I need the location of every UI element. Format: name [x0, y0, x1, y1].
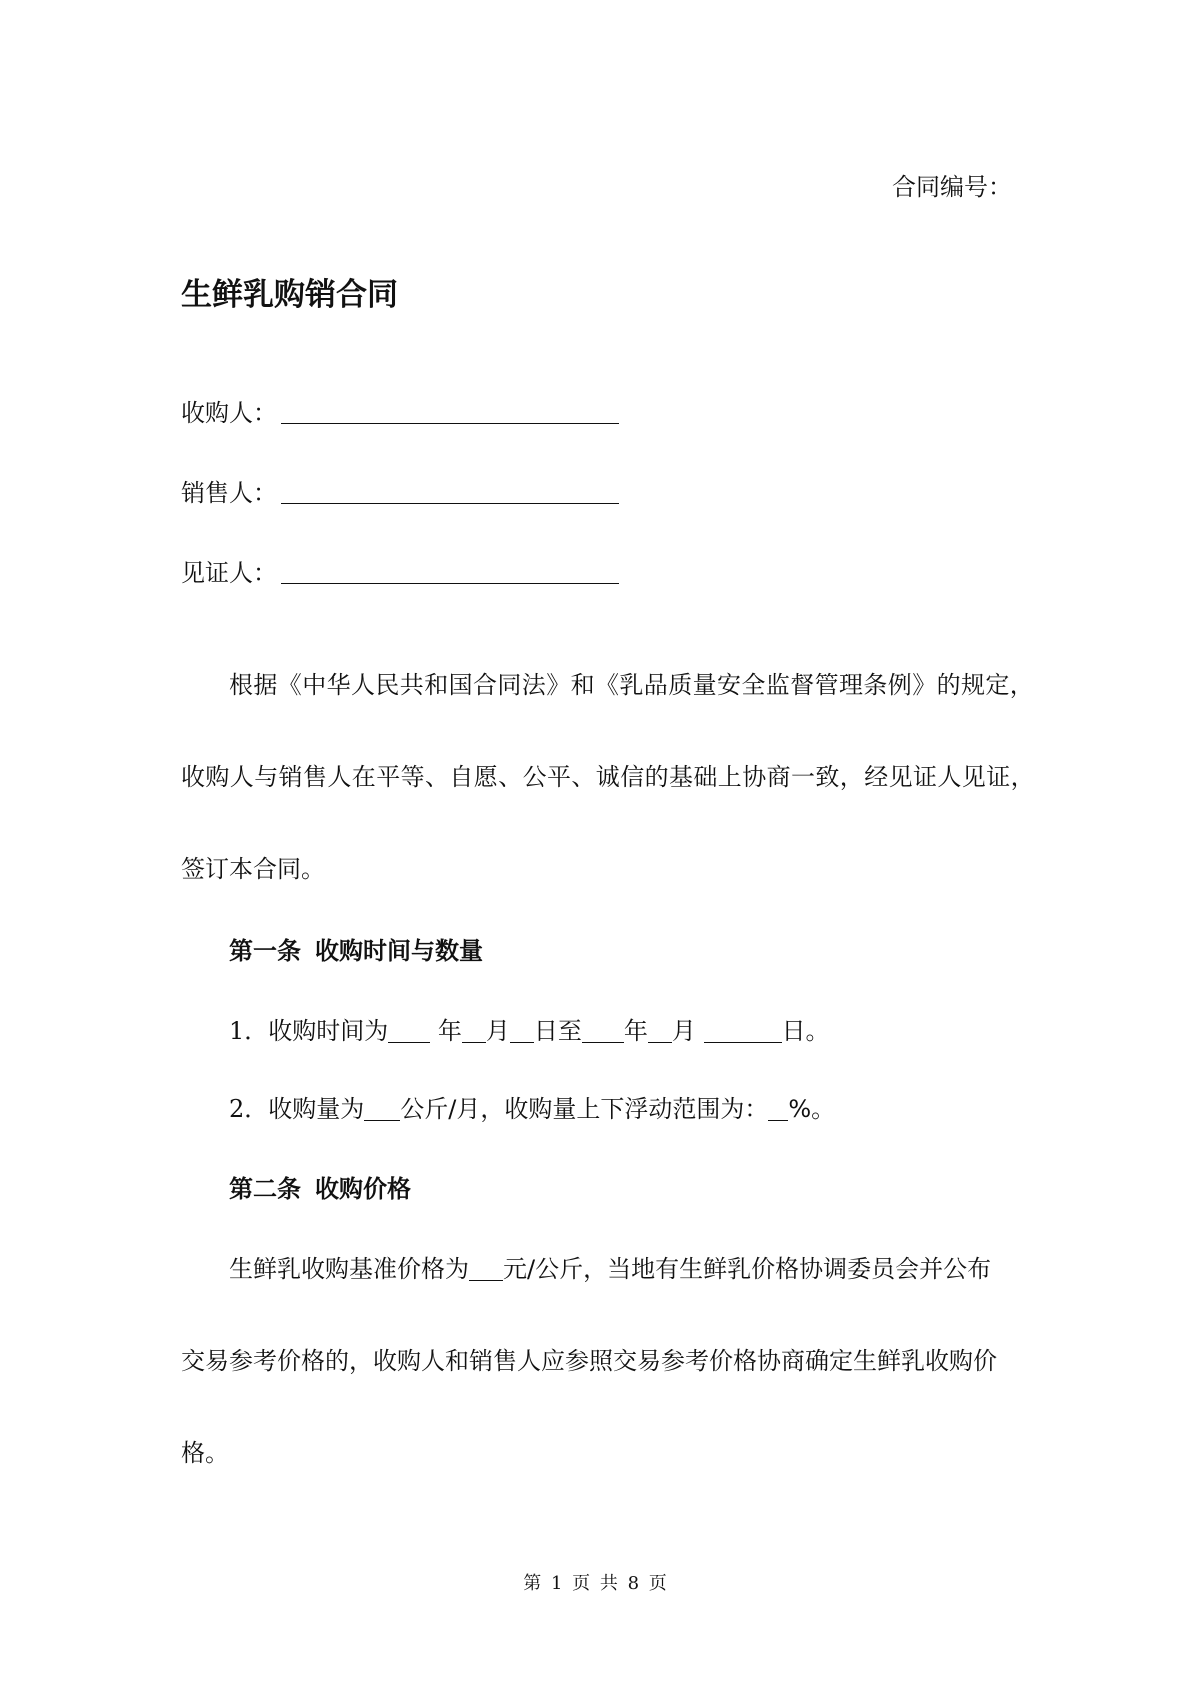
- item-1-month-2: 月: [671, 1017, 696, 1045]
- start-month-blank[interactable]: [462, 1016, 486, 1043]
- party-witness: [181, 556, 619, 590]
- base-price-blank[interactable]: [469, 1254, 503, 1281]
- intro-line-2: 收购人与销售人在平等、自愿、公平、诚信的基础上协商一致，经见证人见证，: [181, 763, 1035, 791]
- item-2-percent: %。: [788, 1095, 836, 1123]
- article-1-heading: [229, 934, 483, 968]
- end-month-blank[interactable]: [648, 1016, 672, 1043]
- party-buyer-blank[interactable]: [281, 396, 619, 424]
- end-day-blank[interactable]: [704, 1016, 782, 1043]
- party-buyer: [181, 396, 619, 430]
- article-1-title: 收购时间与数量: [315, 937, 483, 965]
- end-year-blank[interactable]: [582, 1016, 624, 1043]
- party-seller: [181, 476, 619, 510]
- party-buyer-label: 收购人：: [181, 399, 277, 427]
- item-2-text: 收购量为: [268, 1095, 365, 1123]
- contract-number-label: 合同编号：: [892, 173, 1012, 201]
- party-witness-label: 见证人：: [181, 559, 277, 587]
- item-1-text: 收购时间为: [268, 1017, 389, 1045]
- document-title: 生鲜乳购销合同: [181, 277, 398, 313]
- article-2-title: 收购价格: [315, 1175, 411, 1203]
- item-1-year-2: 年: [623, 1017, 648, 1045]
- range-blank[interactable]: [768, 1094, 788, 1121]
- article-1-number: 第一条: [229, 937, 301, 965]
- article-2-text-a: 生鲜乳收购基准价格为: [229, 1255, 469, 1283]
- item-1-number: 1．: [229, 1017, 269, 1045]
- item-1-month: 月: [485, 1017, 510, 1045]
- article-2-text-b: 元/公斤，当地有生鲜乳价格协调委员会并公布: [503, 1255, 992, 1283]
- article-2-line-1: [229, 1252, 991, 1286]
- article-2-line-2: 交易参考价格的，收购人和销售人应参照交易参考价格协商确定生鲜乳收购价: [181, 1347, 997, 1375]
- quantity-blank[interactable]: [364, 1094, 400, 1121]
- party-witness-blank[interactable]: [281, 556, 619, 584]
- article-2-number: 第二条: [229, 1175, 301, 1203]
- party-seller-blank[interactable]: [281, 476, 619, 504]
- article-1-item-2: [229, 1092, 835, 1126]
- start-year-blank[interactable]: [388, 1016, 430, 1043]
- intro-line-3: 签订本合同。: [181, 855, 325, 883]
- start-day-blank[interactable]: [510, 1016, 534, 1043]
- intro-line-1: 根据《中华人民共和国合同法》和《乳品质量安全监督管理条例》的规定，: [229, 671, 1035, 699]
- item-2-number: 2．: [229, 1095, 269, 1123]
- item-1-to: 日至: [533, 1017, 582, 1045]
- page-number-footer: 第 1 页 共 8 页: [523, 1573, 667, 1594]
- article-1-item-1: [229, 1014, 830, 1048]
- party-seller-label: 销售人：: [181, 479, 277, 507]
- article-2-line-3: 格。: [181, 1439, 229, 1467]
- item-1-year: 年: [437, 1017, 462, 1045]
- item-1-day-2: 日。: [781, 1017, 830, 1045]
- article-2-heading: [229, 1172, 411, 1206]
- item-2-text-2: 公斤/月，收购量上下浮动范围为：: [400, 1095, 769, 1123]
